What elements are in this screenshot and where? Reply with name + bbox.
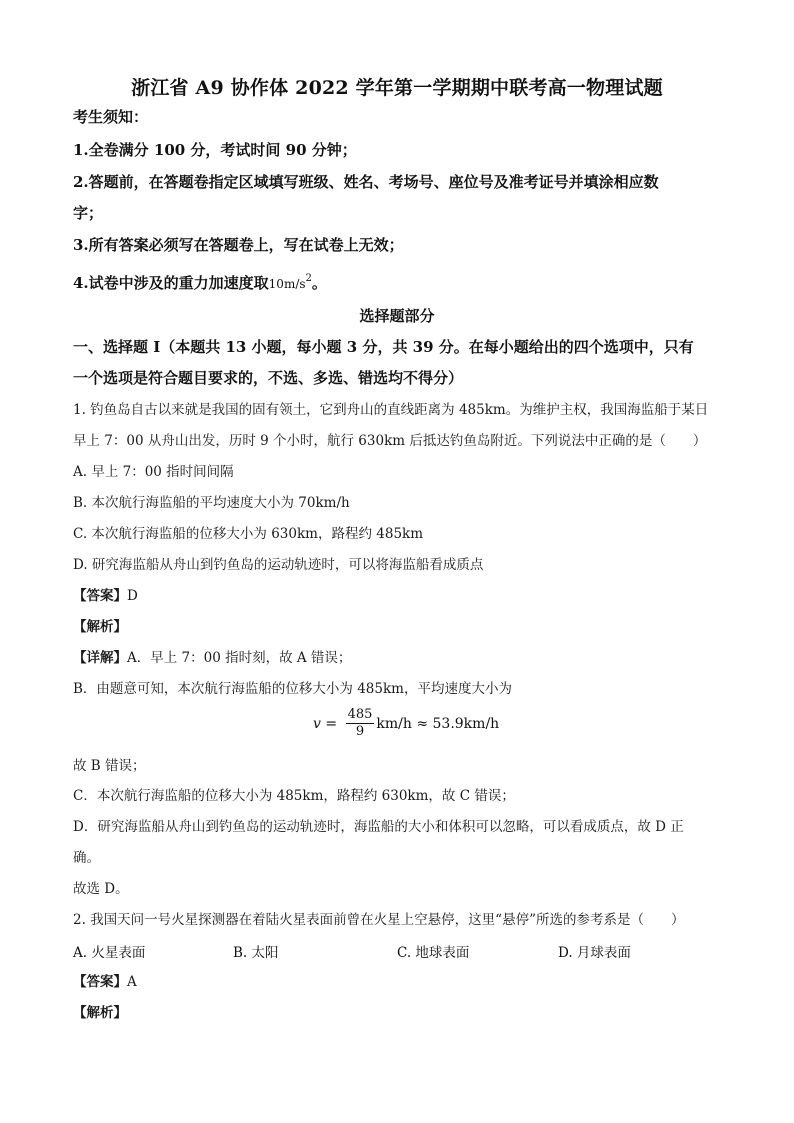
gravity-value: 10m/s (268, 277, 306, 291)
answer-value: D (127, 588, 138, 604)
notice-item-4-end: 。 (311, 274, 327, 292)
detail-a-text: A．早上 7：00 指时刻，故 A 错误； (127, 650, 352, 666)
q1-stem: 1. 钓鱼岛自古以来就是我国的固有领土，它到舟山的直线距离为 485km。为维护主权，我国海监船于某日 (73, 402, 709, 418)
formula-equals: = (320, 715, 342, 732)
q1-option-a: A. 早上 7：00 指时间间隔 (73, 464, 234, 480)
formula-variable: v (313, 715, 321, 732)
notice-item-2-cont: 字； (73, 204, 104, 222)
q1-conclusion: 故选 D。 (73, 881, 129, 897)
formula-result: km/h ≈ 53.9km/h (376, 715, 500, 732)
gravity-exponent: 2 (305, 273, 312, 284)
q2-option-b: B. 太阳 (233, 945, 279, 961)
notice-heading: 考生须知： (73, 108, 149, 126)
notice-item-1: 1.全卷满分 100 分，考试时间 90 分钟； (73, 141, 357, 159)
q1-analysis-tag: 【解析】 (73, 619, 127, 635)
q1-detail-d: D．研究海监船从舟山到钓鱼岛的运动轨迹时，海监船的大小和体积可以忽略，可以看成质点，故 D 正 (73, 819, 684, 835)
q2-answer (73, 972, 137, 992)
q2-option-a: A. 火星表面 (73, 945, 146, 961)
q1-detail-b: B．由题意可知，本次航行海监船的位移大小为 485km，平均速度大小为 (73, 681, 512, 697)
q1-detail-a (73, 648, 351, 668)
notice-item-4-text: 4.试卷中涉及的重力加速度取 (73, 274, 269, 292)
answer-tag: 【答案】 (73, 588, 127, 604)
q1-detail-b-end: 故 B 错误； (73, 758, 146, 774)
section-title: 选择题部分 (359, 307, 435, 325)
q1-option-b: B. 本次航行海监船的平均速度大小为 70km/h (73, 495, 350, 511)
notice-item-4 (73, 269, 327, 294)
detail-tag: 【详解】 (73, 650, 127, 666)
q1-detail-d-cont: 确。 (73, 850, 100, 866)
part1-instructions-cont: 一个选项是符合题目要求的，不选、多选、错选均不得分） (73, 369, 464, 387)
formula-denominator: 9 (355, 724, 365, 739)
notice-item-2: 2.答题前，在答题卷指定区域填写班级、姓名、考场号、座位号及准考证号并填涂相应数 (73, 173, 659, 191)
notice-item-3: 3.所有答案必须写在答题卷上，写在试卷上无效； (73, 236, 404, 254)
q1-stem-cont: 早上 7：00 从舟山出发，历时 9 个小时，航行 630km 后抵达钓鱼岛附近。下列说法中正确的是（ ） (73, 433, 707, 449)
answer-value: A (127, 974, 137, 990)
q1-option-c: C. 本次航行海监船的位移大小为 630km，路程约 485km (73, 526, 424, 542)
q2-option-d: D. 月球表面 (558, 945, 631, 961)
q1-detail-c: C．本次航行海监船的位移大小为 485km，路程约 630km，故 C 错误； (73, 788, 515, 804)
velocity-formula (313, 707, 499, 740)
q2-option-c: C. 地球表面 (397, 945, 470, 961)
part1-instructions: 一、选择题 I（本题共 13 小题，每小题 3 分，共 39 分。在每小题给出的四个选项中，只有 (73, 338, 694, 356)
q1-option-d: D. 研究海监船从舟山到钓鱼岛的运动轨迹时，可以将海监船看成质点 (73, 557, 484, 573)
q2-stem: 2. 我国天问一号火星探测器在着陆火星表面前曾在火星上空悬停，这里“悬停”所选的参考系是（ ） (73, 912, 685, 928)
formula-numerator: 485 (347, 707, 373, 722)
exam-title: 浙江省 A9 协作体 2022 学年第一学期期中联考高一物理试题 (131, 77, 663, 99)
q2-analysis-tag: 【解析】 (73, 1005, 127, 1021)
answer-tag: 【答案】 (73, 974, 127, 990)
formula-fraction (346, 707, 375, 740)
q1-answer (73, 586, 138, 606)
